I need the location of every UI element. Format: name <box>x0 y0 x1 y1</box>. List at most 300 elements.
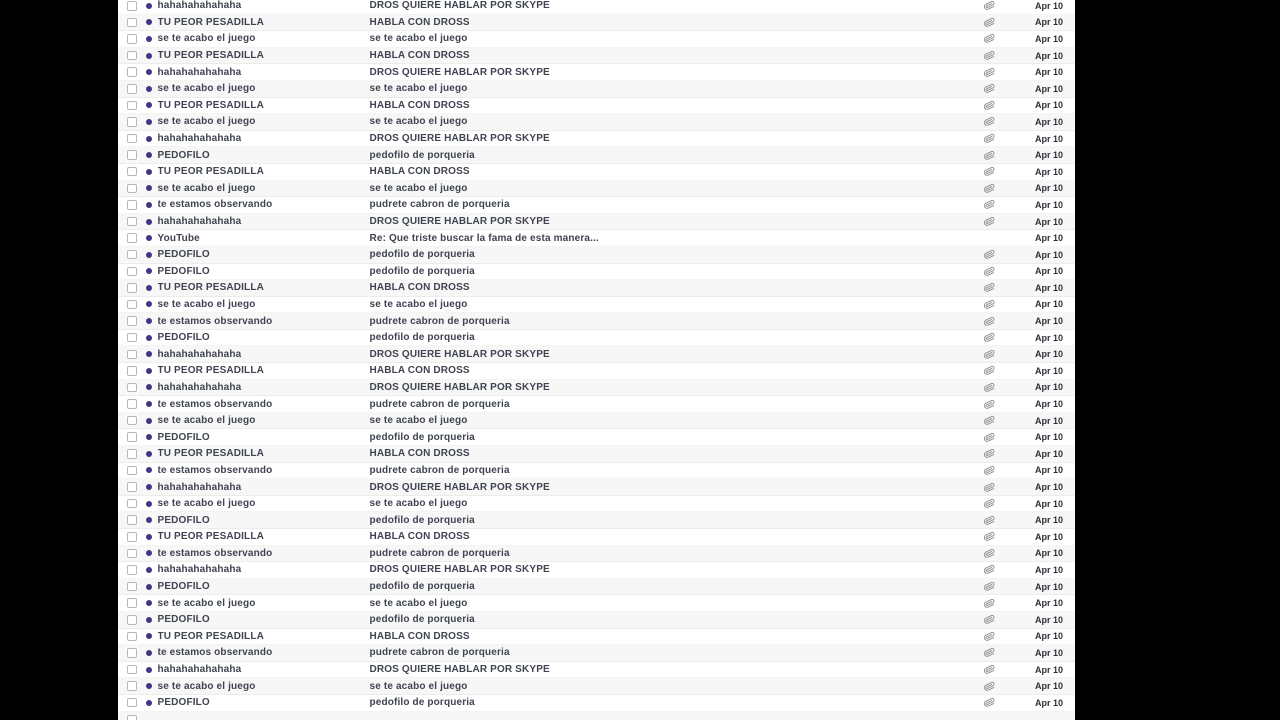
email-date: Apr 10 <box>1034 581 1063 592</box>
email-row[interactable] <box>118 64 1075 81</box>
email-date: Apr 10 <box>1034 664 1063 675</box>
email-sender: se te acabo el juego <box>157 33 256 45</box>
attachment-icon <box>983 282 995 294</box>
select-checkbox[interactable] <box>127 267 137 277</box>
select-checkbox[interactable] <box>127 499 137 509</box>
unread-dot-icon <box>146 451 152 457</box>
email-row[interactable] <box>118 264 1075 281</box>
attachment-icon <box>983 514 995 526</box>
select-checkbox[interactable] <box>127 449 137 459</box>
unread-dot-icon <box>146 335 152 341</box>
email-sender: se te acabo el juego <box>157 498 256 510</box>
email-date: Apr 10 <box>1034 17 1063 28</box>
email-subject: HABLA CON DROSS <box>369 99 470 111</box>
email-row[interactable] <box>118 579 1075 596</box>
email-subject: pedofilo de porqueria <box>369 249 475 261</box>
select-checkbox[interactable] <box>127 681 137 691</box>
email-row[interactable] <box>118 463 1075 480</box>
select-checkbox[interactable] <box>127 582 137 592</box>
email-date: Apr 10 <box>1034 233 1063 244</box>
unread-dot-icon <box>146 700 152 706</box>
attachment-icon <box>983 99 995 111</box>
email-sender: TU PEOR PESADILLA <box>157 531 264 543</box>
email-subject: HABLA CON DROSS <box>369 531 470 543</box>
attachment-icon <box>983 647 995 659</box>
email-row[interactable] <box>118 662 1075 679</box>
email-date: Apr 10 <box>1034 647 1063 658</box>
attachment-icon <box>983 547 995 559</box>
email-date: Apr 10 <box>1034 415 1063 426</box>
email-row[interactable] <box>118 131 1075 148</box>
unread-dot-icon <box>146 219 152 225</box>
email-row[interactable] <box>118 230 1075 247</box>
select-checkbox[interactable] <box>127 466 137 476</box>
select-checkbox[interactable] <box>127 366 137 376</box>
select-checkbox[interactable] <box>127 350 137 360</box>
email-date: Apr 10 <box>1034 614 1063 625</box>
email-sender: PEDOFILO <box>157 332 210 344</box>
email-date: Apr 10 <box>1034 299 1063 310</box>
email-sender: TU PEOR PESADILLA <box>157 16 264 28</box>
unread-dot-icon <box>146 683 152 689</box>
attachment-icon <box>983 531 995 543</box>
email-date: Apr 10 <box>1034 382 1063 393</box>
email-date: Apr 10 <box>1034 150 1063 161</box>
email-row[interactable] <box>118 114 1075 131</box>
unread-dot-icon <box>146 501 152 507</box>
email-sender: TU PEOR PESADILLA <box>157 448 264 460</box>
email-subject: DROS QUIERE HABLAR POR SKYPE <box>369 66 550 78</box>
email-subject: DROS QUIERE HABLAR POR SKYPE <box>369 133 550 145</box>
email-row[interactable] <box>118 15 1075 32</box>
email-subject: DROS QUIERE HABLAR POR SKYPE <box>369 564 550 576</box>
email-row[interactable] <box>118 546 1075 563</box>
unread-dot-icon <box>146 169 152 175</box>
email-row[interactable] <box>118 81 1075 98</box>
email-subject: pudrete cabron de porqueria <box>369 647 510 659</box>
email-row[interactable] <box>118 380 1075 397</box>
email-date: Apr 10 <box>1034 266 1063 277</box>
email-row[interactable] <box>118 446 1075 463</box>
email-subject: pedofilo de porqueria <box>369 614 475 626</box>
unread-dot-icon <box>146 301 152 307</box>
unread-dot-icon <box>146 401 152 407</box>
email-date: Apr 10 <box>1034 598 1063 609</box>
attachment-icon <box>983 365 995 377</box>
unread-dot-icon <box>146 86 152 92</box>
email-date: Apr 10 <box>1034 498 1063 509</box>
email-client-frame <box>118 0 1075 720</box>
email-date: Apr 10 <box>1034 697 1063 708</box>
unread-dot-icon <box>146 600 152 606</box>
email-subject: pedofilo de porqueria <box>369 581 475 593</box>
email-subject: HABLA CON DROSS <box>369 365 470 377</box>
attachment-icon <box>983 697 995 709</box>
unread-dot-icon <box>146 517 152 523</box>
select-checkbox[interactable] <box>127 648 137 658</box>
email-date: Apr 10 <box>1034 199 1063 210</box>
email-date: Apr 10 <box>1034 332 1063 343</box>
unread-dot-icon <box>146 19 152 25</box>
email-row[interactable] <box>118 48 1075 65</box>
unread-dot-icon <box>146 136 152 142</box>
attachment-icon <box>983 16 995 28</box>
email-subject: DROS QUIERE HABLAR POR SKYPE <box>369 348 550 360</box>
email-row[interactable] <box>118 147 1075 164</box>
email-sender: hahahahahahaha <box>157 564 242 576</box>
email-row[interactable] <box>118 396 1075 413</box>
email-sender: PEDOFILO <box>157 149 210 161</box>
email-subject: pedofilo de porqueria <box>369 514 475 526</box>
email-sender: TU PEOR PESADILLA <box>157 365 264 377</box>
email-subject: pudrete cabron de porqueria <box>369 199 510 211</box>
unread-dot-icon <box>146 69 152 75</box>
unread-dot-icon <box>146 185 152 191</box>
select-checkbox[interactable] <box>127 515 137 525</box>
email-row[interactable] <box>118 712 1075 720</box>
select-checkbox[interactable] <box>127 67 137 77</box>
email-date: Apr 10 <box>1034 399 1063 410</box>
email-date: Apr 10 <box>1034 465 1063 476</box>
email-date: Apr 10 <box>1034 349 1063 360</box>
email-date: Apr 10 <box>1034 83 1063 94</box>
email-subject: se te acabo el juego <box>369 182 468 194</box>
unread-dot-icon <box>146 119 152 125</box>
email-row[interactable] <box>118 247 1075 264</box>
email-sender: hahahahahahaha <box>157 133 242 145</box>
select-checkbox[interactable] <box>127 333 137 343</box>
select-checkbox[interactable] <box>127 698 137 708</box>
email-sender: YouTube <box>157 232 200 244</box>
unread-dot-icon <box>146 667 152 673</box>
email-date: Apr 10 <box>1034 183 1063 194</box>
attachment-icon <box>983 50 995 62</box>
email-subject: pedofilo de porqueria <box>369 697 475 709</box>
email-row[interactable] <box>118 363 1075 380</box>
unread-dot-icon <box>146 36 152 42</box>
email-sender: te estamos observando <box>157 547 273 559</box>
email-date: Apr 10 <box>1034 67 1063 78</box>
email-row[interactable] <box>118 280 1075 297</box>
unread-dot-icon <box>146 318 152 324</box>
attachment-icon <box>983 199 995 211</box>
email-subject: pedofilo de porqueria <box>369 149 475 161</box>
email-row[interactable] <box>118 181 1075 198</box>
unread-dot-icon <box>146 567 152 573</box>
email-subject: HABLA CON DROSS <box>369 50 470 62</box>
unread-dot-icon <box>146 351 152 357</box>
email-sender: te estamos observando <box>157 398 273 410</box>
email-sender: te estamos observando <box>157 315 273 327</box>
unread-dot-icon <box>146 202 152 208</box>
attachment-icon <box>983 216 995 228</box>
email-date: Apr 10 <box>1034 681 1063 692</box>
email-sender: se te acabo el juego <box>157 415 256 427</box>
email-date: Apr 10 <box>1034 365 1063 376</box>
email-subject: pudrete cabron de porqueria <box>369 547 510 559</box>
attachment-icon <box>983 498 995 510</box>
select-checkbox[interactable] <box>127 150 137 160</box>
email-date: Apr 10 <box>1034 249 1063 260</box>
attachment-icon <box>983 581 995 593</box>
attachment-icon <box>983 348 995 360</box>
email-date: Apr 10 <box>1034 133 1063 144</box>
email-subject: DROS QUIERE HABLAR POR SKYPE <box>369 216 550 228</box>
email-subject: DROS QUIERE HABLAR POR SKYPE <box>369 664 550 676</box>
attachment-icon <box>983 597 995 609</box>
attachment-icon <box>983 133 995 145</box>
select-checkbox[interactable] <box>127 532 137 542</box>
email-subject: pudrete cabron de porqueria <box>369 315 510 327</box>
email-sender: hahahahahahaha <box>157 66 242 78</box>
email-sender: te estamos observando <box>157 464 273 476</box>
email-row[interactable] <box>118 31 1075 48</box>
email-date: Apr 10 <box>1034 116 1063 127</box>
email-row[interactable] <box>118 612 1075 629</box>
select-checkbox[interactable] <box>127 598 137 608</box>
email-row[interactable] <box>118 346 1075 363</box>
email-sender: se te acabo el juego <box>157 83 256 95</box>
email-subject: se te acabo el juego <box>369 597 468 609</box>
unread-dot-icon <box>146 534 152 540</box>
attachment-icon <box>983 66 995 78</box>
email-subject: Re: Que triste buscar la fama de esta manera... <box>369 232 599 244</box>
unread-dot-icon <box>146 617 152 623</box>
select-checkbox[interactable] <box>127 34 137 44</box>
email-subject: DROS QUIERE HABLAR POR SKYPE <box>369 481 550 493</box>
letterbox-left <box>0 0 118 720</box>
email-date: Apr 10 <box>1034 515 1063 526</box>
select-checkbox[interactable] <box>127 549 137 559</box>
email-subject: se te acabo el juego <box>369 415 468 427</box>
attachment-icon <box>983 249 995 261</box>
letterbox-right <box>1075 0 1280 720</box>
attachment-icon <box>983 481 995 493</box>
email-row[interactable] <box>118 562 1075 579</box>
attachment-icon <box>983 448 995 460</box>
email-row[interactable] <box>118 595 1075 612</box>
attachment-icon <box>983 614 995 626</box>
email-date: Apr 10 <box>1034 0 1063 11</box>
select-checkbox[interactable] <box>127 233 137 243</box>
select-checkbox[interactable] <box>127 715 137 720</box>
unread-dot-icon <box>146 633 152 639</box>
select-checkbox[interactable] <box>127 316 137 326</box>
select-checkbox[interactable] <box>127 1 137 11</box>
unread-dot-icon <box>146 268 152 274</box>
attachment-icon <box>983 431 995 443</box>
attachment-icon <box>983 680 995 692</box>
select-checkbox[interactable] <box>127 200 137 210</box>
unread-dot-icon <box>146 584 152 590</box>
unread-dot-icon <box>146 467 152 473</box>
email-subject: se te acabo el juego <box>369 33 468 45</box>
unread-dot-icon <box>146 102 152 108</box>
select-checkbox[interactable] <box>127 84 137 94</box>
select-checkbox[interactable] <box>127 416 137 426</box>
email-row[interactable] <box>118 429 1075 446</box>
email-sender: se te acabo el juego <box>157 116 256 128</box>
select-checkbox[interactable] <box>127 482 137 492</box>
unread-dot-icon <box>146 650 152 656</box>
unread-dot-icon <box>146 368 152 374</box>
email-subject: DROS QUIERE HABLAR POR SKYPE <box>369 381 550 393</box>
inbox-list <box>118 0 1075 720</box>
email-sender: hahahahahahaha <box>157 381 242 393</box>
unread-dot-icon <box>146 53 152 59</box>
email-subject: se te acabo el juego <box>369 680 468 692</box>
select-checkbox[interactable] <box>127 300 137 310</box>
unread-dot-icon <box>146 152 152 158</box>
unread-dot-icon <box>146 285 152 291</box>
attachment-icon <box>983 0 995 12</box>
email-date: Apr 10 <box>1034 448 1063 459</box>
email-sender: hahahahahahaha <box>157 216 242 228</box>
email-sender: se te acabo el juego <box>157 680 256 692</box>
unread-dot-icon <box>146 434 152 440</box>
email-date: Apr 10 <box>1034 631 1063 642</box>
email-sender: se te acabo el juego <box>157 182 256 194</box>
select-checkbox[interactable] <box>127 565 137 575</box>
select-checkbox[interactable] <box>127 18 137 28</box>
email-row[interactable] <box>118 479 1075 496</box>
email-sender: PEDOFILO <box>157 431 210 443</box>
unread-dot-icon <box>146 3 152 9</box>
select-checkbox[interactable] <box>127 167 137 177</box>
email-sender: se te acabo el juego <box>157 597 256 609</box>
unread-dot-icon <box>146 252 152 258</box>
email-sender: te estamos observando <box>157 647 273 659</box>
unread-dot-icon <box>146 550 152 556</box>
email-row[interactable] <box>118 98 1075 115</box>
attachment-icon <box>983 332 995 344</box>
email-row[interactable] <box>118 529 1075 546</box>
email-row[interactable] <box>118 197 1075 214</box>
email-row[interactable] <box>118 164 1075 181</box>
attachment-icon <box>983 182 995 194</box>
email-row[interactable] <box>118 512 1075 529</box>
select-checkbox[interactable] <box>127 134 137 144</box>
email-sender: se te acabo el juego <box>157 298 256 310</box>
email-date: Apr 10 <box>1034 432 1063 443</box>
attachment-icon <box>983 166 995 178</box>
email-subject: HABLA CON DROSS <box>369 282 470 294</box>
select-checkbox[interactable] <box>127 184 137 194</box>
attachment-icon <box>983 265 995 277</box>
email-sender: PEDOFILO <box>157 581 210 593</box>
select-checkbox[interactable] <box>127 217 137 227</box>
email-sender: TU PEOR PESADILLA <box>157 630 264 642</box>
email-sender: TU PEOR PESADILLA <box>157 166 264 178</box>
attachment-icon <box>983 298 995 310</box>
email-date: Apr 10 <box>1034 166 1063 177</box>
select-checkbox[interactable] <box>127 101 137 111</box>
email-sender: hahahahahahaha <box>157 0 242 12</box>
email-date: Apr 10 <box>1034 282 1063 293</box>
email-sender: PEDOFILO <box>157 265 210 277</box>
attachment-icon <box>983 83 995 95</box>
select-checkbox[interactable] <box>127 432 137 442</box>
select-checkbox[interactable] <box>127 632 137 642</box>
email-row[interactable] <box>118 413 1075 430</box>
email-date: Apr 10 <box>1034 482 1063 493</box>
unread-dot-icon <box>146 484 152 490</box>
email-subject: se te acabo el juego <box>369 116 468 128</box>
email-row[interactable] <box>118 496 1075 513</box>
email-row[interactable] <box>118 214 1075 231</box>
email-sender: hahahahahahaha <box>157 481 242 493</box>
email-row[interactable] <box>118 695 1075 712</box>
email-subject: pedofilo de porqueria <box>369 265 475 277</box>
email-date: Apr 10 <box>1034 33 1063 44</box>
select-checkbox[interactable] <box>127 615 137 625</box>
email-row[interactable] <box>118 645 1075 662</box>
email-subject: se te acabo el juego <box>369 298 468 310</box>
email-date: Apr 10 <box>1034 531 1063 542</box>
attachment-icon <box>983 664 995 676</box>
email-subject: pedofilo de porqueria <box>369 431 475 443</box>
attachment-icon <box>983 116 995 128</box>
email-sender: PEDOFILO <box>157 697 210 709</box>
email-subject: HABLA CON DROSS <box>369 448 470 460</box>
email-sender: TU PEOR PESADILLA <box>157 50 264 62</box>
select-checkbox[interactable] <box>127 399 137 409</box>
email-sender: TU PEOR PESADILLA <box>157 282 264 294</box>
email-sender: PEDOFILO <box>157 514 210 526</box>
attachment-icon <box>983 381 995 393</box>
select-checkbox[interactable] <box>127 51 137 61</box>
select-checkbox[interactable] <box>127 117 137 127</box>
attachment-icon <box>983 315 995 327</box>
email-date: Apr 10 <box>1034 216 1063 227</box>
email-sender: te estamos observando <box>157 199 273 211</box>
email-date: Apr 10 <box>1034 548 1063 559</box>
select-checkbox[interactable] <box>127 283 137 293</box>
attachment-icon <box>983 398 995 410</box>
email-subject: se te acabo el juego <box>369 83 468 95</box>
email-sender: TU PEOR PESADILLA <box>157 99 264 111</box>
select-checkbox[interactable] <box>127 665 137 675</box>
email-row[interactable] <box>118 678 1075 695</box>
email-date: Apr 10 <box>1034 100 1063 111</box>
select-checkbox[interactable] <box>127 383 137 393</box>
email-subject: DROS QUIERE HABLAR POR SKYPE <box>369 0 550 12</box>
email-sender: PEDOFILO <box>157 614 210 626</box>
unread-dot-icon <box>146 384 152 390</box>
attachment-icon <box>983 630 995 642</box>
email-date: Apr 10 <box>1034 316 1063 327</box>
unread-dot-icon <box>146 235 152 241</box>
email-subject: pudrete cabron de porqueria <box>369 464 510 476</box>
attachment-icon <box>983 149 995 161</box>
email-row[interactable] <box>118 297 1075 314</box>
email-subject: pudrete cabron de porqueria <box>369 398 510 410</box>
email-row[interactable] <box>118 629 1075 646</box>
email-subject: HABLA CON DROSS <box>369 16 470 28</box>
email-sender: hahahahahahaha <box>157 348 242 360</box>
email-subject: HABLA CON DROSS <box>369 630 470 642</box>
attachment-icon <box>983 564 995 576</box>
attachment-icon <box>983 464 995 476</box>
unread-dot-icon <box>146 418 152 424</box>
email-row[interactable] <box>118 0 1075 15</box>
email-row[interactable] <box>118 330 1075 347</box>
select-checkbox[interactable] <box>127 250 137 260</box>
email-sender: hahahahahahaha <box>157 664 242 676</box>
email-date: Apr 10 <box>1034 50 1063 61</box>
email-date: Apr 10 <box>1034 564 1063 575</box>
email-row[interactable] <box>118 313 1075 330</box>
